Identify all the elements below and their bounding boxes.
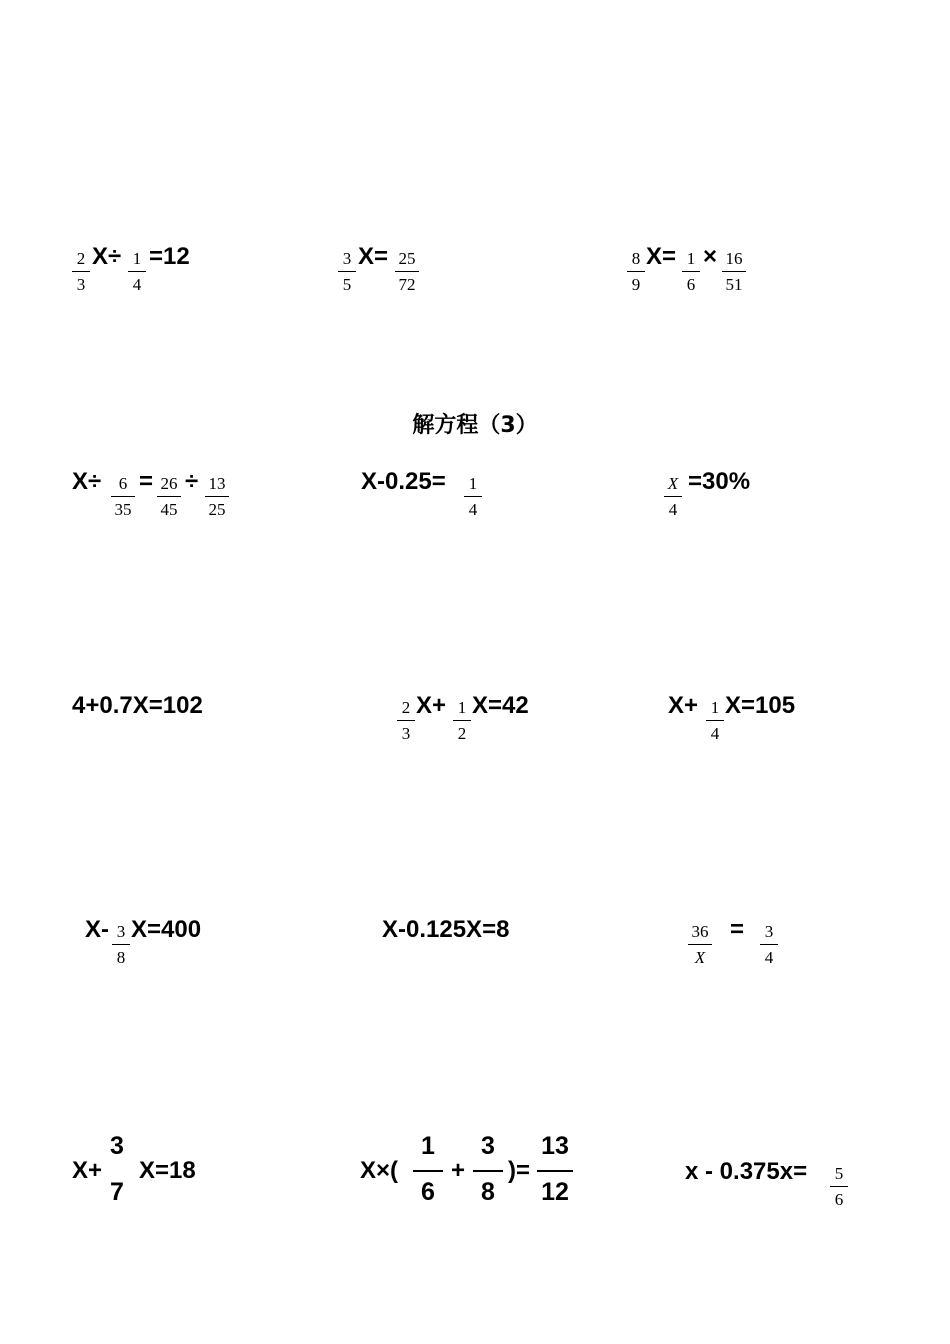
equation-text: x - 0.375x= [685,1158,808,1185]
equation-4-1: X- 3 8 X=400 [85,916,202,967]
equation-text: X÷ [92,243,122,270]
equation-text: 4+0.7X=102 [72,692,203,719]
equation-text: X÷ [72,468,102,495]
equation-text: =30% [688,468,751,495]
equation-5-3: x - 0.375x= 5 6 [685,1159,855,1219]
equation-text: X-0.125X=8 [382,916,510,943]
equation-text: X-0.25= [361,468,446,495]
equation-text: X+ [72,1157,103,1184]
equation-text: = [139,468,154,495]
equation-3-1 [72,693,242,753]
equation-text: X- [85,916,109,943]
equation-text: X=42 [472,692,529,719]
equation-5-2: X×( 1 6 + 3 8 )= 13 12 [360,1134,580,1214]
equation-1-3: 8 9 X= 1 6 × 16 51 [627,244,757,304]
equation-text: X×( [360,1157,399,1184]
section-title: 解方程（3） [412,413,538,438]
equation-text: + [451,1157,466,1184]
equation-text: )= [508,1157,531,1184]
equation-3-2: 2 3 X+ 1 2 X=42 [397,693,547,753]
equation-text: X=105 [725,692,796,719]
equation-2-2: X-0.25= 1 4 [361,469,491,529]
equation-5-1: X+ 3 7 X=18 [72,1132,196,1206]
equation-2-3: X 4 =30% [664,469,774,529]
equation-text: X= [646,243,677,270]
equation-text: X+ [416,692,447,719]
equation-3-3: X+ 1 4 X=105 [668,692,796,743]
equation-1-2: 3 5 X= 25 72 [338,244,438,304]
equation-4-3: 36 X = 3 4 [688,917,788,977]
equation-text: X= [358,243,389,270]
equation-text: X+ [668,692,699,719]
equation-text: = [730,916,745,943]
equation-text: X=400 [131,916,202,943]
equation-text: X=18 [139,1157,196,1184]
equation-text: =12 [149,243,190,270]
equation-text: ÷ [185,468,199,495]
equation-1-1: 2 3 X÷ 1 4 =12 [72,244,212,304]
equation-4-2 [382,917,542,977]
equation-text: × [703,243,718,270]
equation-2-1: X÷ 6 35 = 26 45 ÷ 13 25 [72,469,242,529]
